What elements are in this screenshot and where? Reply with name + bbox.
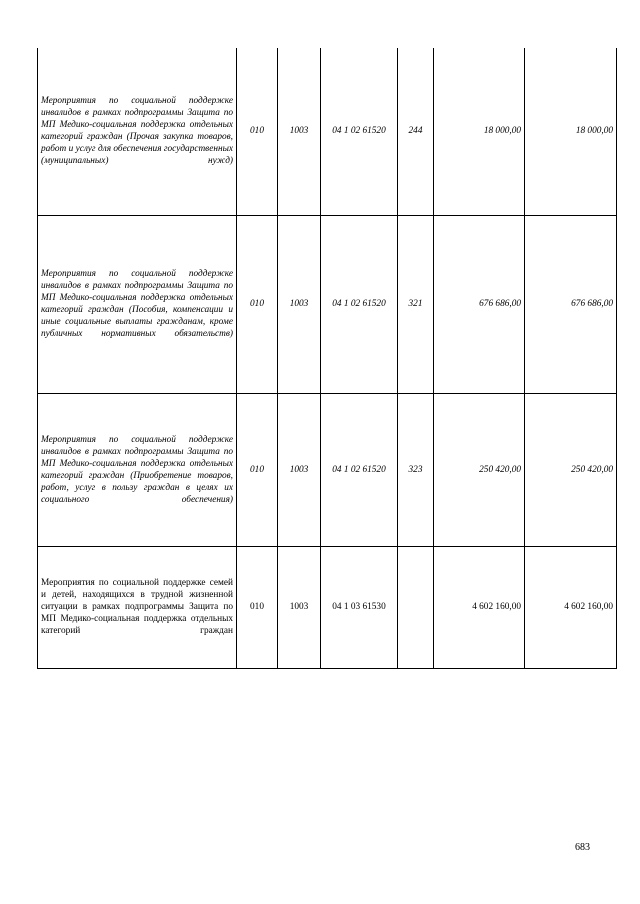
target-article-code: 04 1 02 61520 bbox=[321, 393, 398, 546]
amount-2: 4 602 160,00 bbox=[525, 546, 617, 668]
row-description: Мероприятия по социальной поддержке инвалидов в рамках подпрограммы Защита по МП Медико-социальная поддержка отдельных категорий граждан (Приобретение товаров, работ, услуг в пользу граждан в целях их социального обеспечения) bbox=[38, 393, 237, 546]
section-code: 1003 bbox=[278, 48, 321, 215]
ministry-code: 010 bbox=[237, 546, 278, 668]
amount-1: 4 602 160,00 bbox=[434, 546, 525, 668]
amount-1: 676 686,00 bbox=[434, 215, 525, 393]
section-code: 1003 bbox=[278, 215, 321, 393]
target-article-code: 04 1 02 61520 bbox=[321, 215, 398, 393]
row-description: Мероприятия по социальной поддержке семей и детей, находящихся в трудной жизненной ситуации в рамках подпрограммы Защита по МП Медико-социальная поддержка отдельных категорий граждан bbox=[38, 546, 237, 668]
section-code: 1003 bbox=[278, 546, 321, 668]
budget-table bbox=[37, 48, 617, 669]
amount-1: 250 420,00 bbox=[434, 393, 525, 546]
target-article-code: 04 1 02 61520 bbox=[321, 48, 398, 215]
table-row bbox=[38, 393, 617, 546]
amount-2: 250 420,00 bbox=[525, 393, 617, 546]
table-row bbox=[38, 48, 617, 215]
amount-2: 18 000,00 bbox=[525, 48, 617, 215]
amount-1: 18 000,00 bbox=[434, 48, 525, 215]
section-code: 1003 bbox=[278, 393, 321, 546]
amount-2: 676 686,00 bbox=[525, 215, 617, 393]
page-number: 683 bbox=[575, 842, 590, 853]
target-article-code: 04 1 03 61530 bbox=[321, 546, 398, 668]
ministry-code: 010 bbox=[237, 393, 278, 546]
expense-type-code: 323 bbox=[398, 393, 434, 546]
expense-type-code: 244 bbox=[398, 48, 434, 215]
table-row bbox=[38, 215, 617, 393]
table-row bbox=[38, 546, 617, 668]
ministry-code: 010 bbox=[237, 48, 278, 215]
row-description: Мероприятия по социальной поддержке инвалидов в рамках подпрограммы Защита по МП Медико-социальная поддержка отдельных категорий граждан (Прочая закупка товаров, работ и услуг для обеспечения государственных (муниципальных) нужд) bbox=[38, 48, 237, 215]
ministry-code: 010 bbox=[237, 215, 278, 393]
expense-type-code: 321 bbox=[398, 215, 434, 393]
row-description: Мероприятия по социальной поддержке инвалидов в рамках подпрограммы Защита по МП Медико-социальная поддержка отдельных категорий граждан (Пособия, компенсации и иные социальные выплаты гражданам, кроме публичных нормативных обязательств) bbox=[38, 215, 237, 393]
expense-type-code bbox=[398, 546, 434, 668]
